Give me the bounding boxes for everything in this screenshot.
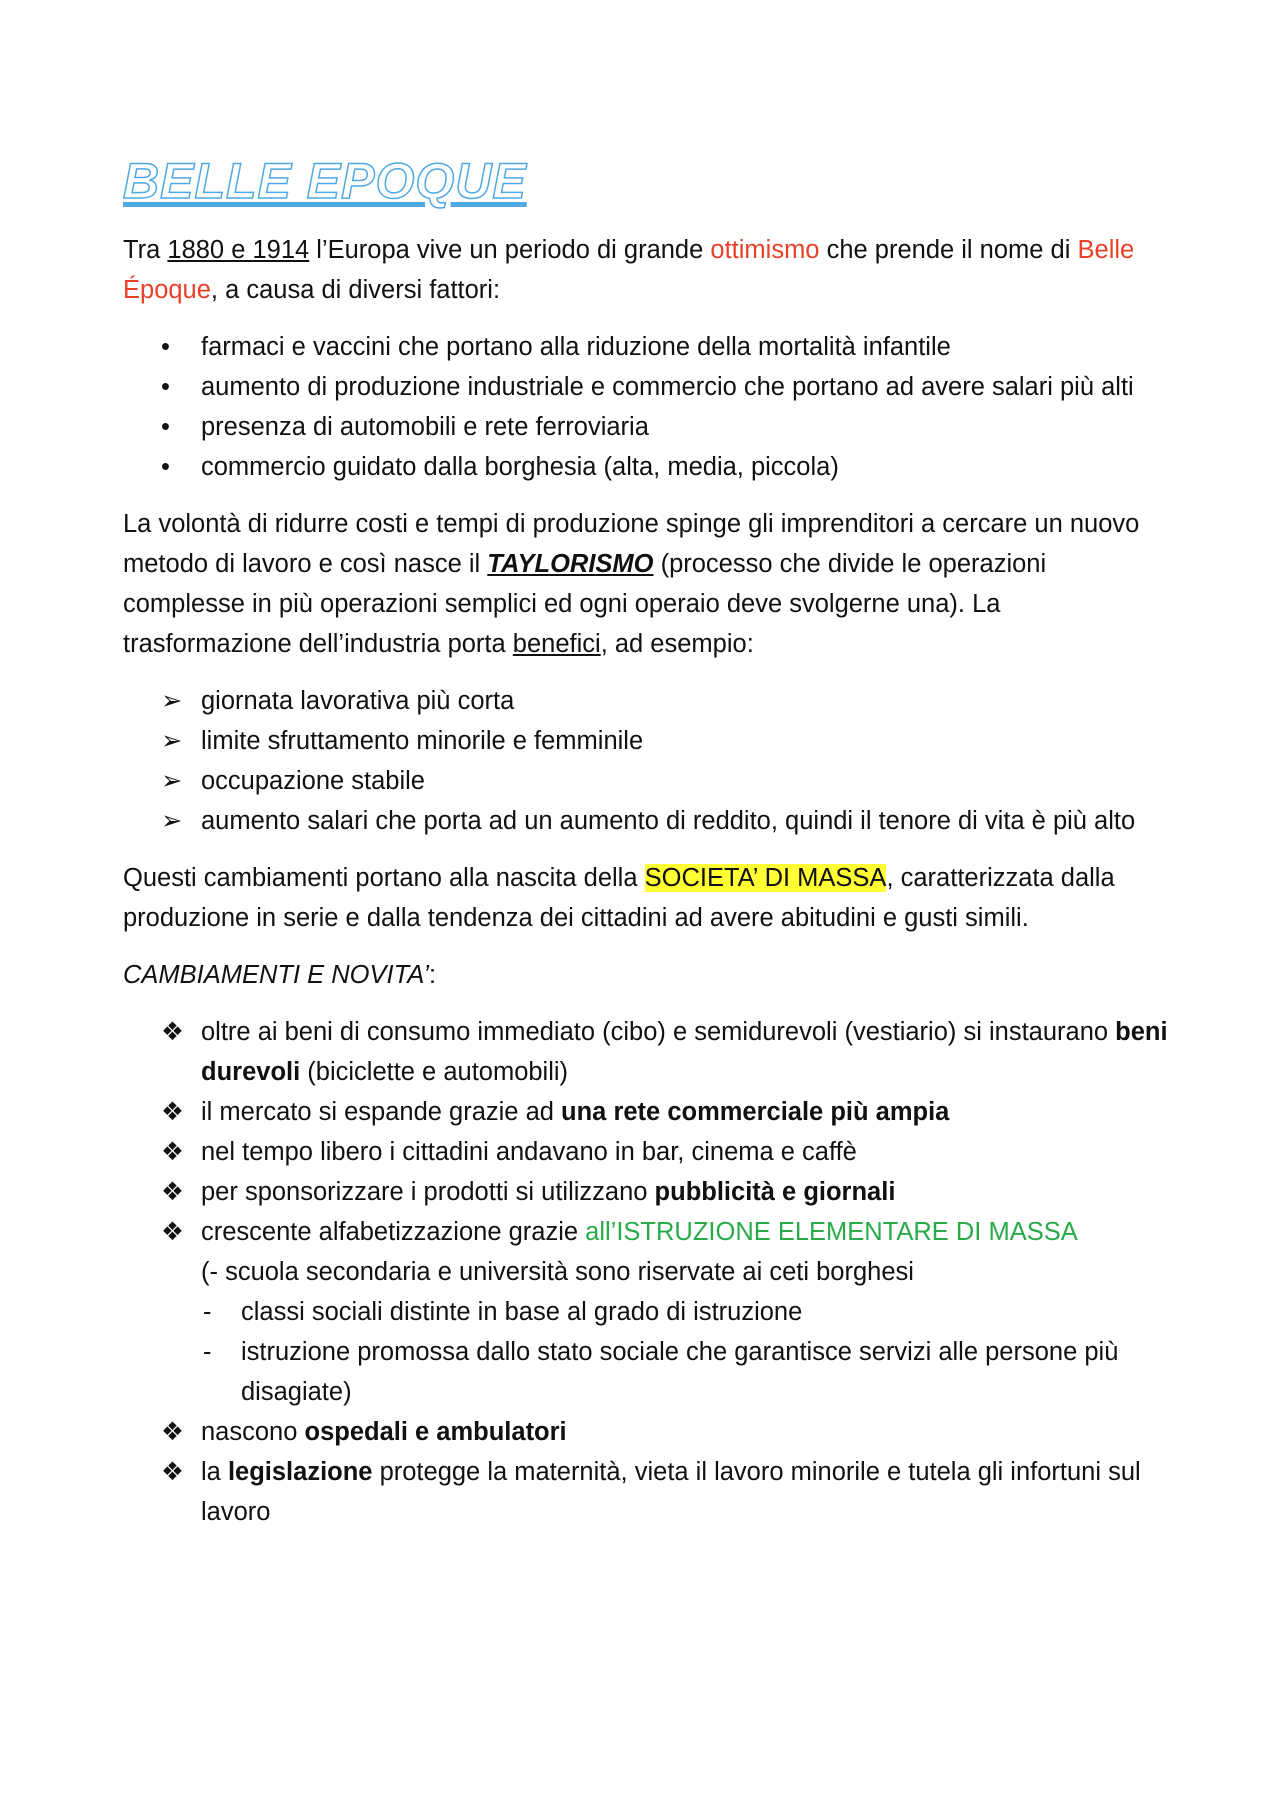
taylorism-term: TAYLORISMO [487,550,654,578]
list-item [123,1412,1173,1452]
list-item-text: giornata lavorativa più corta [201,687,515,715]
intro-text: che prende il nome di [819,236,1078,264]
mass-society-term: SOCIETA’ DI MASSA [644,864,887,892]
diamond-icon: ❖ [161,1098,184,1126]
bullet-icon: • [161,413,170,441]
list-item [123,1092,1173,1132]
society-paragraph [123,858,1173,938]
list-item [123,1012,1173,1092]
benefits-text: benefici [512,630,601,658]
sub-list-item [123,1292,1173,1332]
benefits-list [123,681,1173,841]
list-item [123,721,1173,761]
list-item-text: occupazione stabile [201,767,425,795]
bullet-icon: • [161,453,170,481]
arrow-icon: ➢ [161,687,183,715]
list-item-text: farmaci e vaccini che portano alla riduzione della mortalità infantile [201,333,951,361]
dash-icon: - [203,1298,212,1326]
paragraph-text: , caratterizzata dalla produzione in serie e dalla tendenza dei cittadini ad avere abitudini e gusti simili. [123,864,1115,932]
list-item-text: il mercato si espande grazie ad [201,1098,562,1126]
list-subnote [123,1252,1173,1292]
intro-text: Tra [123,236,168,264]
list-item [123,407,1173,447]
list-item [123,801,1173,841]
optimism-text: ottimismo [710,236,820,264]
diamond-icon: ❖ [161,1458,184,1486]
list-item-text: protegge la maternità, vieta il lavoro minorile e tutela gli infortuni sul lavoro [201,1458,1141,1526]
list-item-text: limite sfruttamento minorile e femminile [201,727,644,755]
diamond-icon: ❖ [161,1178,184,1206]
changes-heading-colon: : [429,961,437,989]
arrow-icon: ➢ [161,807,183,835]
bullet-icon: • [161,333,170,361]
list-item [123,1172,1173,1212]
arrow-icon: ➢ [161,767,183,795]
bold-term: legislazione [227,1458,373,1486]
sub-list-item-text: classi sociali distinte in base al grado di istruzione [241,1298,803,1326]
paragraph-text: La volontà di ridurre costi e tempi di produzione spinge gli imprenditori a cercare un nuovo metodo di lavoro e così nasce il [123,510,1140,578]
belle-epoque-text: Belle Époque [123,236,1135,304]
diamond-icon: ❖ [161,1018,184,1046]
list-item-text: crescente alfabetizzazione grazie [201,1218,586,1246]
bold-term: beni durevoli [201,1018,1168,1086]
changes-list [123,1012,1173,1532]
page-title: BELLE EPOQUE [123,153,527,209]
subnote-text: (- scuola secondaria e università sono riservate ai ceti borghesi [201,1258,914,1286]
list-item [123,327,1173,367]
document-body [123,150,1173,1549]
list-item [123,681,1173,721]
list-item [123,1452,1173,1532]
paragraph-text: , ad esempio: [600,630,754,658]
sub-list-item [123,1332,1173,1412]
list-item-text: nel tempo libero i cittadini andavano in bar, cinema e caffè [201,1138,857,1166]
list-item [123,761,1173,801]
changes-heading [123,955,1173,995]
list-item-text: presenza di automobili e rete ferroviaria [201,413,649,441]
diamond-icon: ❖ [161,1138,184,1166]
list-item-text: oltre ai beni di consumo immediato (cibo) e semidurevoli (vestiario) si instaurano [201,1018,1116,1046]
diamond-icon: ❖ [161,1218,184,1246]
diamond-icon: ❖ [161,1418,184,1446]
list-item-text: commercio guidato dalla borghesia (alta, media, piccola) [201,453,839,481]
list-item-text: aumento di produzione industriale e commercio che portano ad avere salari più alti [201,373,1134,401]
bold-term: una rete commerciale più ampia [561,1098,950,1126]
list-item-text: nascono [201,1418,305,1446]
changes-heading-text: CAMBIAMENTI E NOVITA’ [123,961,430,989]
elementary-education-term: all’ISTRUZIONE ELEMENTARE DI MASSA [585,1218,1078,1246]
list-item [123,367,1173,407]
list-item-text: aumento salari che porta ad un aumento di reddito, quindi il tenore di vita è più alto [201,807,1136,835]
list-item [123,1132,1173,1172]
arrow-icon: ➢ [161,727,183,755]
intro-paragraph [123,230,1173,310]
intro-text: l’Europa vive un periodo di grande [309,236,711,264]
paragraph-text: Questi cambiamenti portano alla nascita della [123,864,645,892]
taylorism-paragraph [123,504,1173,664]
factors-list [123,327,1173,487]
bullet-icon: • [161,373,170,401]
list-item-text: per sponsorizzare i prodotti si utilizzano [201,1178,655,1206]
list-item [123,447,1173,487]
bold-term: pubblicità e giornali [654,1178,896,1206]
dash-icon: - [203,1338,212,1366]
bold-term: ospedali e ambulatori [304,1418,567,1446]
list-item-text: la [201,1458,228,1486]
list-item [123,1212,1173,1252]
dates-text: 1880 e 1914 [167,236,310,264]
sub-list-item-text: istruzione promossa dallo stato sociale che garantisce servizi alle persone più disagiate) [241,1338,1119,1406]
list-item-text: (biciclette e automobili) [300,1058,569,1086]
paragraph-text: (processo che divide le operazioni complesse in più operazioni semplici ed ogni operaio deve svolgerne una). La trasformazione dell’industria porta [123,550,1047,658]
intro-text: , a causa di diversi fattori: [210,276,501,304]
